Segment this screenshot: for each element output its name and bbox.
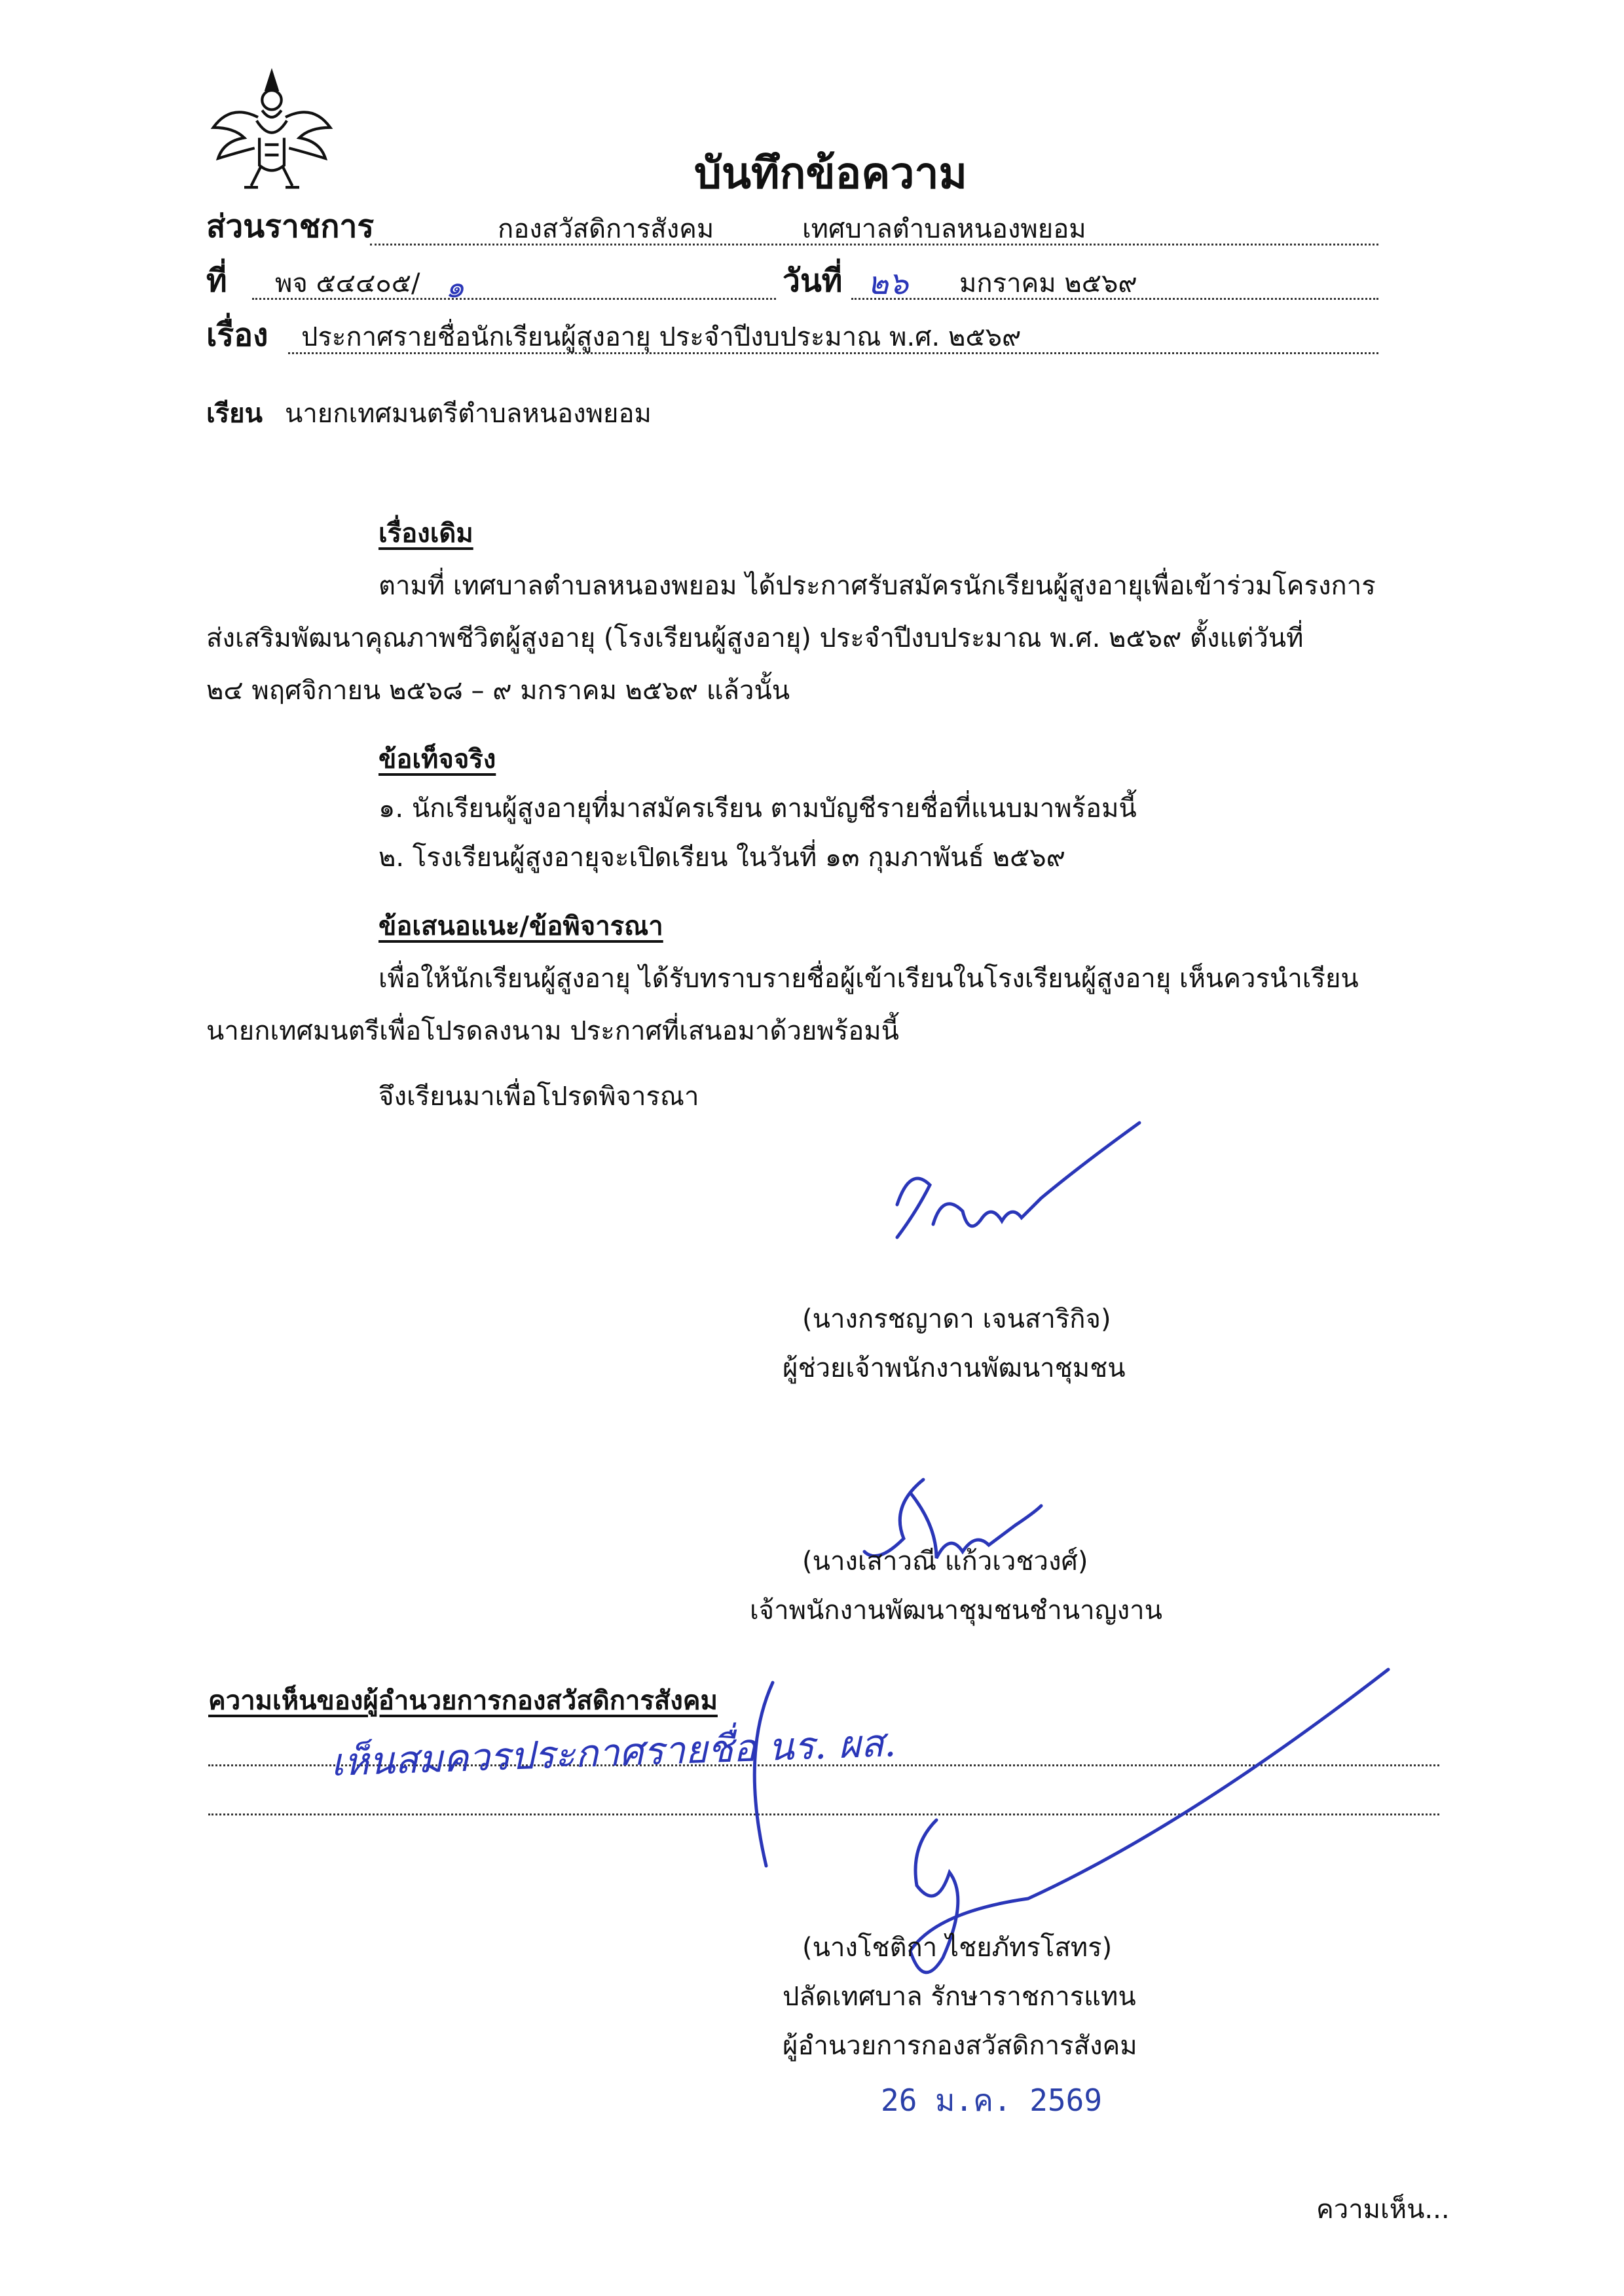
ref-label: ที่ [206,263,227,299]
memo-title: บันทึกข้อความ [694,148,968,198]
background-line-1: ตามที่ เทศบาลตำบลหนองพยอม ได้ประกาศรับสมัครนักเรียนผู้สูงอายุเพื่อเข้าร่วมโครงการ [378,571,1376,601]
date-stamp: 26 ม.ค. 2569 [881,2083,1103,2118]
opinion-handwritten: เห็นสมควรประกาศรายชื่อ นร. ผส. [330,1720,897,1785]
signer-1-position: ผู้ช่วยเจ้าพนักงานพัฒนาชุมชน [783,1353,1126,1383]
agency-office: เทศบาลตำบลหนองพยอม [802,214,1086,244]
background-line-2: ส่งเสริมพัฒนาคุณภาพชีวิตผู้สูงอายุ (โรงเรียนผู้สูงอายุ) ประจำปีงบประมาณ พ.ศ. ๒๕๖๙ ตั้งแต่วันที่ [206,623,1304,653]
subject-label: เรื่อง [206,317,268,354]
agency-label: ส่วนราชการ [206,208,375,245]
fact-item-1: ๑. นักเรียนผู้สูงอายุที่มาสมัครเรียน ตามบัญชีรายชื่อที่แนบมาพร้อมนี้ [378,793,1137,824]
fact-item-2: ๒. โรงเรียนผู้สูงอายุจะเปิดเรียน ในวันที่ ๑๓ กุมภาพันธ์ ๒๕๖๙ [378,843,1065,873]
signer-3-position-line-2: ผู้อำนวยการกองสวัสดิการสังคม [783,2031,1137,2061]
date-label: วันที่ [783,263,843,299]
date-month-year: มกราคม ๒๕๖๙ [959,268,1137,299]
signer-3-position-line-1: ปลัดเทศบาล รักษาราชการแทน [783,1982,1136,2012]
opinion-heading: ความเห็นของผู้อำนวยการกองสวัสดิการสังคม [208,1686,718,1716]
date-day-handwritten: ๒๖ [868,265,909,302]
footer-continue: ความเห็น... [1316,2195,1450,2225]
background-heading: เรื่องเดิม [378,519,473,549]
subject-text: ประกาศรายชื่อนักเรียนผู้สูงอายุ ประจำปีงบประมาณ พ.ศ. ๒๕๖๙ [301,322,1022,352]
facts-heading: ข้อเท็จจริง [378,744,496,774]
to-text: นายกเทศมนตรีตำบลหนองพยอม [285,399,652,429]
garuda-emblem-icon [203,62,341,200]
agency-division: กองสวัสดิการสังคม [498,214,714,244]
proposal-line-1: เพื่อให้นักเรียนผู้สูงอายุ ได้รับทราบรายชื่อผู้เข้าเรียนในโรงเรียนผู้สูงอายุ เห็นควรนำเรียน [378,964,1359,994]
proposal-heading: ข้อเสนอแนะ/ข้อพิจารณา [378,911,663,941]
ref-number: พจ ๕๔๔๐๕/ [275,268,420,299]
proposal-line-2: นายกเทศมนตรีเพื่อโปรดลงนาม ประกาศที่เสนอมาด้วยพร้อมนี้ [206,1016,899,1046]
signature-1-handwritten [871,1113,1146,1283]
background-line-3: ๒๔ พฤศจิกายน ๒๕๖๘ – ๙ มกราคม ๒๕๖๙ แล้วนั้น [206,676,790,706]
closing-text: จึงเรียนมาเพื่อโปรดพิจารณา [378,1082,699,1112]
signer-2-name: (นางเสาวณี แก้วเวชวงศ์) [802,1546,1088,1576]
subject-dotline [288,352,1378,354]
signer-3-name: (นางโชติกา ไชยภัทรโสทร) [802,1933,1113,1963]
signer-2-position: เจ้าพนักงานพัฒนาชุมชนชำนาญงาน [750,1595,1162,1626]
ref-number-handwritten: ๑ [445,269,465,304]
signer-1-name: (นางกรชญาดา เจนสาริกิจ) [802,1304,1111,1334]
to-label: เรียน [206,399,263,429]
